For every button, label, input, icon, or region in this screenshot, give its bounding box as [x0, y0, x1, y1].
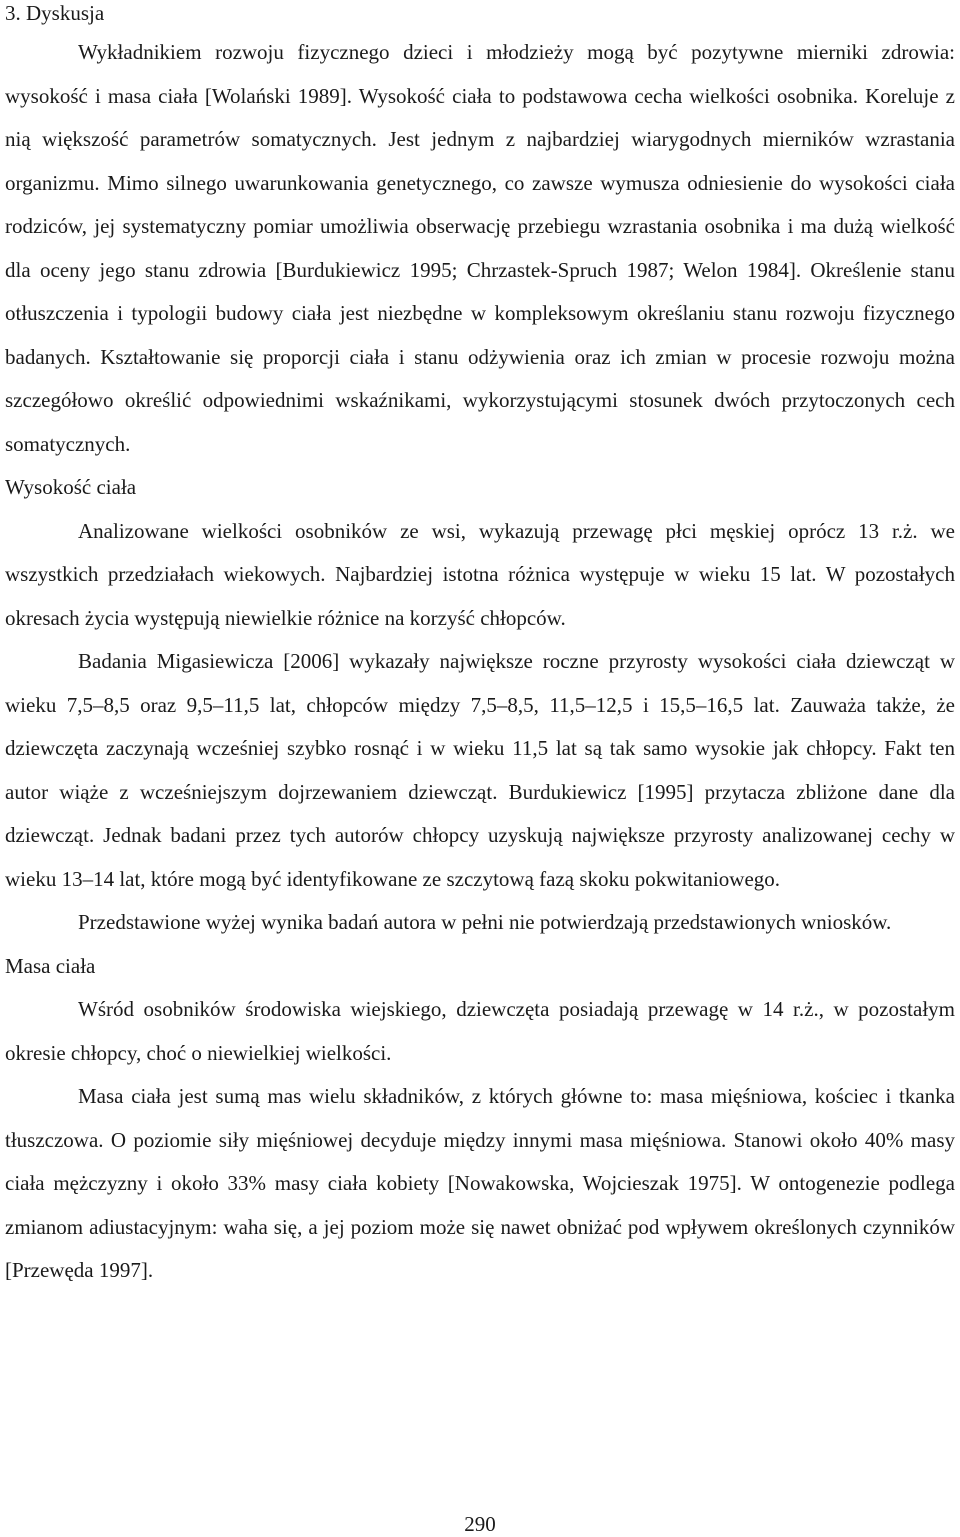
- height-section-heading: Wysokość ciała: [5, 475, 137, 499]
- document-page: [5, 0, 955, 1293]
- height-paragraph-1: Analizowane wielkości osobników ze wsi, wykazują przewagę płci męskiej oprócz 13 r.ż. we wszystkich przedziałach wiekowych. Najbardziej istotna różnica występuje w wieku 15 lat. W pozostałych okresach życia występują niewielkie różnice na korzyść chłopców.: [5, 518, 955, 630]
- mass-paragraph-2: Masa ciała jest sumą mas wielu składników, z których główne to: masa mięśniowa, kościec i tkanka tłuszczowa. O poziomie siły mięśniowej decyduje między innymi masa mięśniowa. Stanowi około 40% masy ciała mężczyzny i około 33% masy ciała kobiety [Nowakowska, Wojcieszak 1975]. W ontogenezie podlega zmianom adiustacyjnym: waha się, a jej poziom może się nawet obniżać pod wpływem określonych czynników [Przewęda 1997].: [5, 1084, 955, 1282]
- height-paragraph-3: Przedstawione wyżej wynika badań autora w pełni nie potwierdzają przedstawionych wniosków.: [78, 910, 892, 934]
- mass-section-heading: Masa ciała: [5, 953, 96, 978]
- mass-paragraph-1: Wśród osobników środowiska wiejskiego, dziewczęta posiadają przewagę w 14 r.ż., w pozostałym okresie chłopcy, choć o niewielkiej wielkości.: [5, 997, 955, 1065]
- section-heading: 3. Dyskusja: [5, 1, 105, 25]
- height-paragraph-2: Badania Migasiewicza [2006] wykazały największe roczne przyrosty wysokości ciała dziewcząt w wieku 7,5–8,5 oraz 9,5–11,5 lat, chłopców między 7,5–8,5, 11,5–12,5 i 15,5–16,5 lat. Zauważa także, że dziewczęta zaczynają wcześniej szybko rosnąć i w wieku 11,5 lat są tak samo wysokie jak chłopcy. Fakt ten autor wiąże z wcześniejszym dojrzewaniem dziewcząt. Burdukiewicz [1995] przytacza zbliżone dane dla dziewcząt. Jednak badani przez tych autorów chłopcy uzyskują największe przyrosty analizowanej cechy w wieku 13–14 lat, które mogą być identyfikowane ze szczytową fazą skoku pokwitaniowego.: [5, 649, 955, 891]
- intro-paragraph: Wykładnikiem rozwoju fizycznego dzieci i młodzieży mogą być pozytywne mierniki zdrowia: wysokość i masa ciała [Wolański 1989]. Wysokość ciała to podstawowa cecha wielkości osobnika. Koreluje z nią większość parametrów somatycznych. Jest jednym z najbardziej wiarygodnych mierników wzrastania organizmu. Mimo silnego uwarunkowania genetycznego, co zawsze wymusza odniesienie do wysokości ciała rodziców, jej systematyczny pomiar umożliwia obserwację przebiegu wzrastania osobnika i ma dużą wielkość dla oceny jego stanu zdrowia [Burdukiewicz 1995; Chrzastek-Spruch 1987; Welon 1984]. Określenie stanu otłuszczenia i typologii budowy ciała jest niezbędne w kompleksowym określaniu stanu rozwoju fizycznego badanych. Kształtowanie się proporcji ciała i stanu odżywienia oraz ich zmian w procesie rozwoju można szczegółowo określić odpowiednimi wskaźnikami, wykorzystującymi stosunek dwóch przytoczonych cech somatycznych.: [5, 40, 955, 456]
- page-number: 290: [464, 1512, 496, 1536]
